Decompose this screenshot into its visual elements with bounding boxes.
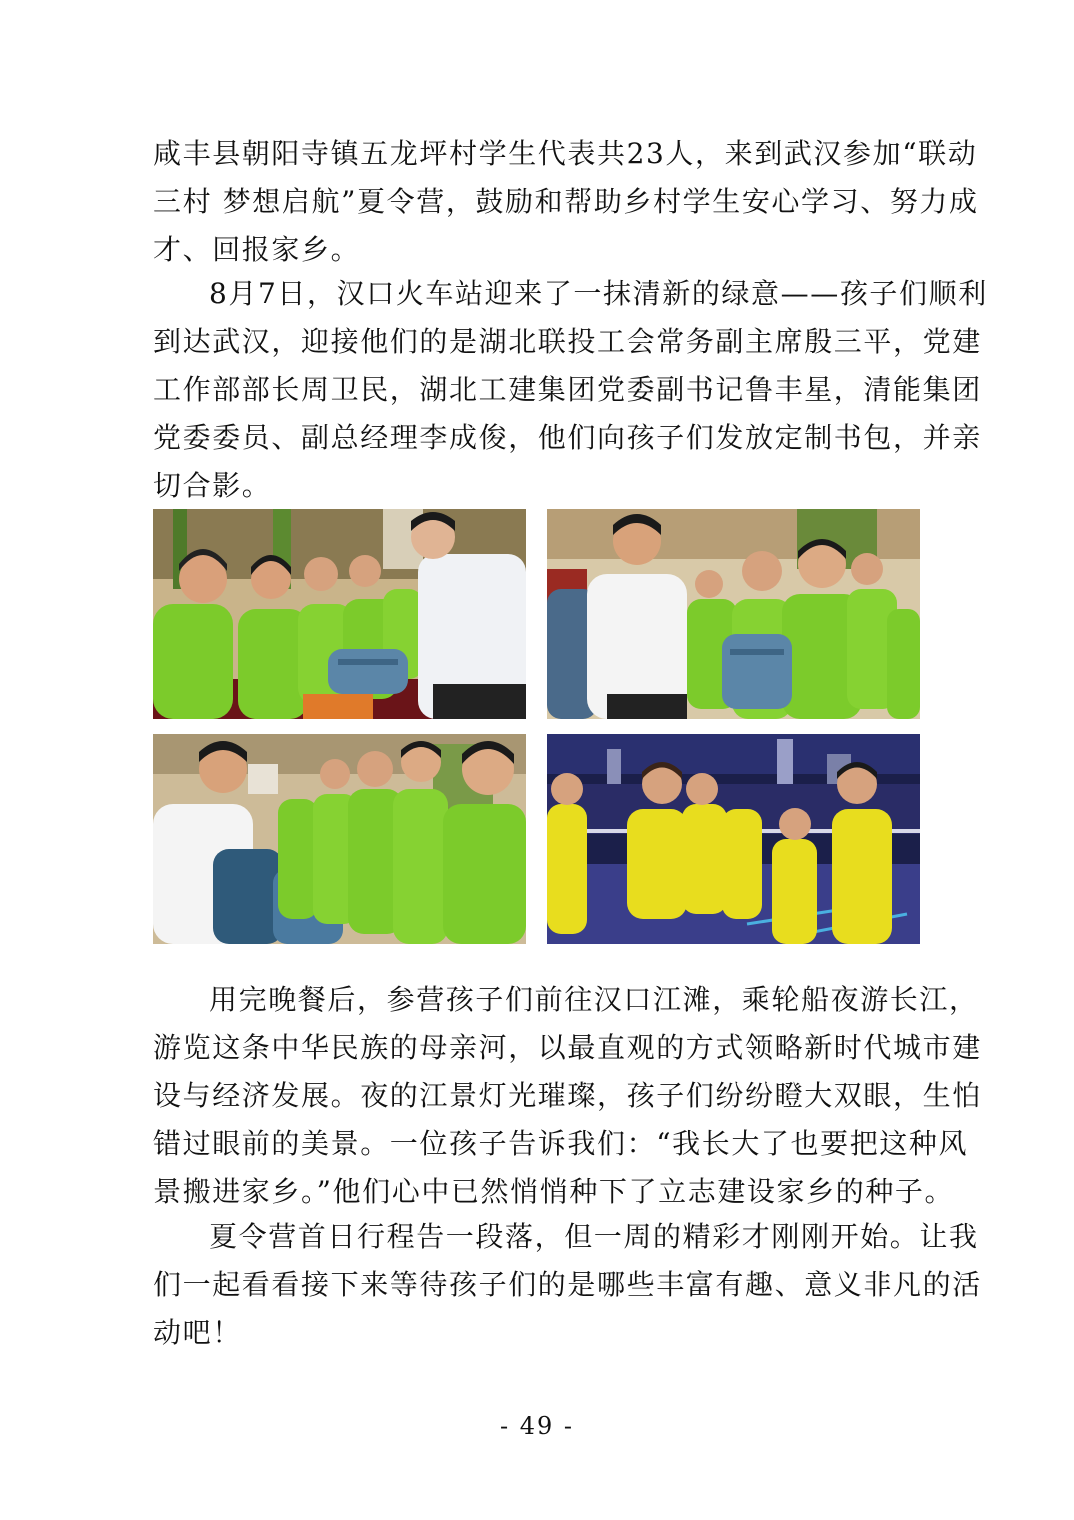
photo-backpack-handout-1	[153, 509, 526, 719]
text-line: 才、回报家乡。	[153, 233, 361, 266]
text-line: 8月7日，汉口火车站迎来了一抹清新的绿意——孩子们顺利	[209, 277, 988, 310]
photo-backpack-handout-2	[547, 509, 920, 719]
text-line: 用完晚餐后，参营孩子们前往汉口江滩，乘轮船夜游长江，	[209, 983, 979, 1016]
text-line: 咸丰县朝阳寺镇五龙坪村学生代表共23人，来到武汉参加“联动	[153, 137, 978, 170]
paragraph-river-cruise	[153, 976, 982, 1216]
paragraph-arrival	[153, 270, 988, 510]
text-line: 切合影。	[153, 469, 272, 502]
text-line: 党委委员、副总经理李成俊，他们向孩子们发放定制书包，并亲	[153, 421, 982, 454]
text-line: 夏令营首日行程告一段落，但一周的精彩才刚刚开始。让我	[209, 1220, 979, 1253]
photo-backpack-handout-3	[153, 734, 526, 944]
photo-night-river-cruise	[547, 734, 920, 944]
text-line: 到达武汉，迎接他们的是湖北联投工会常务副主席殷三平，党建	[153, 325, 982, 358]
paragraph-closing	[153, 1213, 982, 1357]
page-number: - 49 -	[499, 1412, 574, 1440]
text-line: 工作部部长周卫民，湖北工建集团党委副书记鲁丰星，清能集团	[153, 373, 982, 406]
text-line: 们一起看看接下来等待孩子们的是哪些丰富有趣、意义非凡的活	[153, 1268, 982, 1301]
text-line: 错过眼前的美景。一位孩子告诉我们：“我长大了也要把这种风	[153, 1127, 969, 1160]
text-line: 动吧！	[153, 1316, 242, 1349]
text-line: 设与经济发展。夜的江景灯光璀璨，孩子们纷纷瞪大双眼，生怕	[153, 1079, 982, 1112]
text-line: 游览这条中华民族的母亲河，以最直观的方式领略新时代城市建	[153, 1031, 982, 1064]
paragraph-intro	[153, 130, 979, 274]
text-line: 三村 梦想启航”夏令营，鼓励和帮助乡村学生安心学习、努力成	[153, 185, 979, 218]
text-line: 景搬进家乡。”他们心中已然悄悄种下了立志建设家乡的种子。	[153, 1175, 955, 1208]
